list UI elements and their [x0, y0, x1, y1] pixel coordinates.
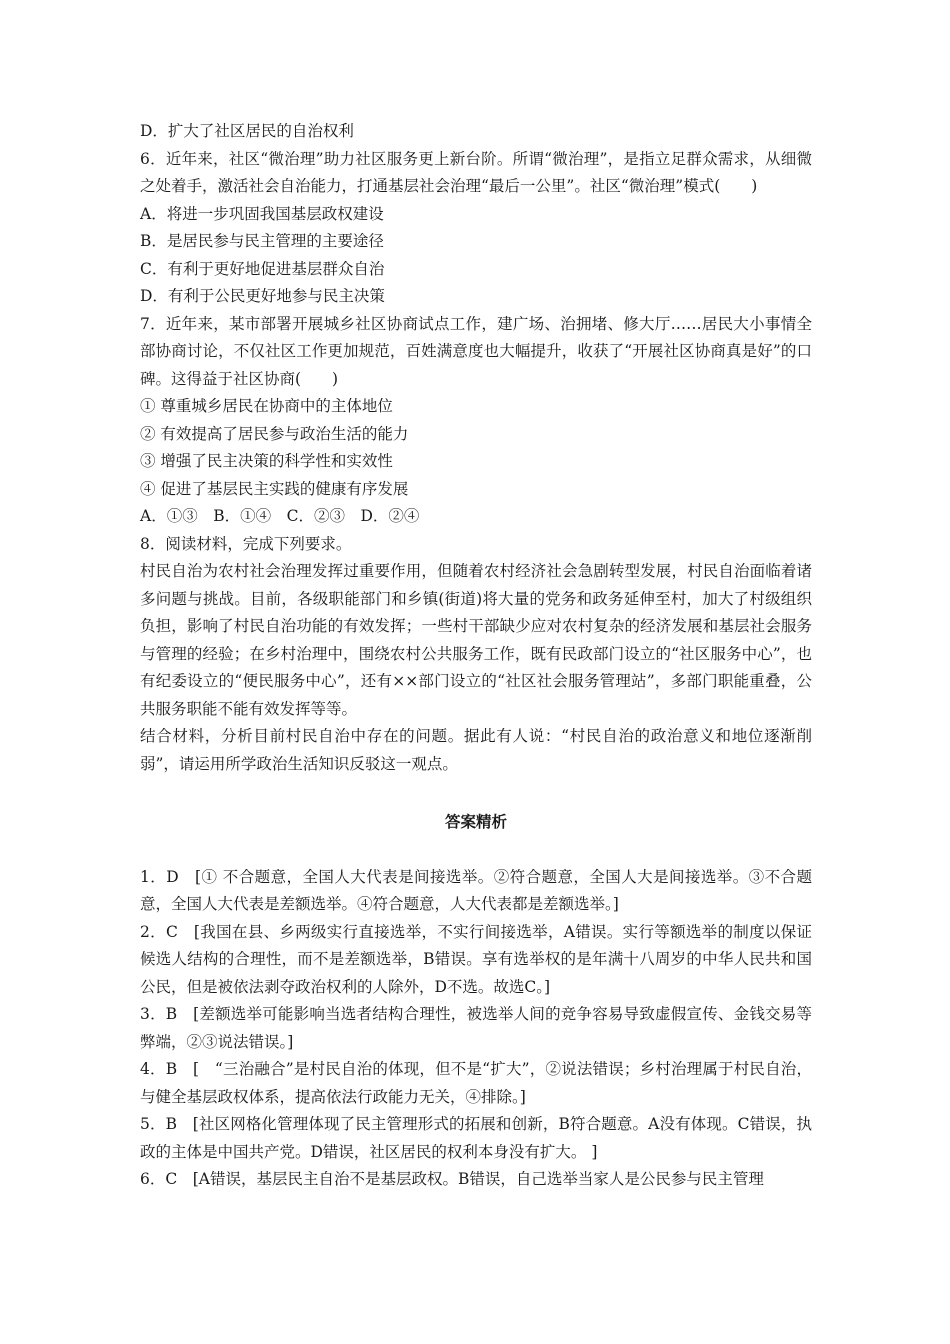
answer-line: 3．B [差额选举可能影响当选者结构合理性，被选举人间的竞争容易导致虚假宣传、金钱交易等弊端，②③说法错误。] — [140, 1005, 812, 1051]
question-line: A．①③ B．①④ C．②③ D．②④ — [140, 507, 420, 525]
question-line: 村民自治为农村社会治理发挥过重要作用，但随着农村经济社会急剧转型发展，村民自治面临着诸多问题与挑战。目前，各级职能部门和乡镇(街道)将大量的党务和政务延伸至村，加大了村级组织负担，影响了村民自治功能的有效发挥；一些村干部缺少应对农村复杂的经济发展和基层社会服务与管理的经验；在乡村治理中，围绕农村公共服务工作，既有民政部门设立的“社区服务中心”，也有纪委设立的“便民服务中心”，还有××部门设立的“社区社会服务管理站”，多部门职能重叠，公共服务职能不能有效发挥等等。 — [140, 562, 812, 718]
question-line: ① 尊重城乡居民在协商中的主体地位 — [140, 397, 393, 415]
document-page — [140, 118, 812, 1194]
answers-section — [140, 864, 812, 1194]
answer-line: 5．B [社区网格化管理体现了民主管理形式的拓展和创新，B符合题意。A没有体现。C错误，执政的主体是中国共产党。D错误，社区居民的权利本身没有扩大。 ] — [140, 1115, 812, 1161]
answer-line: 6．C [A错误，基层民主自治不是基层政权。B错误，自己选举当家人是公民参与民主管理 — [140, 1170, 764, 1188]
question-line: D．扩大了社区居民的自治权利 — [140, 122, 354, 140]
question-line: C．有利于更好地促进基层群众自治 — [140, 259, 385, 278]
questions-section — [140, 118, 812, 778]
answer-line: 4．B [ “三治融合”是村民自治的体现，但不是“扩大”，②说法错误；乡村治理属于村民自治，与健全基层政权体系，提高依法行政能力无关，④排除。] — [140, 1060, 812, 1106]
question-line: 6．近年来，社区“微治理”助力社区服务更上新台阶。所谓“微治理”，是指立足群众需求，从细微之处着手，激活社会自治能力，打通基层社会治理“最后一公里”。社区“微治理”模式( ) — [140, 149, 812, 195]
question-line: B．是居民参与民主管理的主要途径 — [140, 232, 384, 250]
question-line: 结合材料，分析目前村民自治中存在的问题。据此有人说：“村民自治的政治意义和地位逐渐削弱”，请运用所学政治生活知识反驳这一观点。 — [140, 727, 812, 773]
answer-line: 2．C [我国在县、乡两级实行直接选举，不实行间接选举，A错误。实行等额选举的制度以保证候选人结构的合理性，而不是差额选举，B错误。享有选举权的是年满十八周岁的中华人民共和国公民，但是被依法剥夺政治权利的人除外，D不选。故选C。] — [140, 922, 812, 996]
answers-heading: 答案精析 — [444, 812, 507, 831]
question-line: ④ 促进了基层民主实践的健康有序发展 — [140, 479, 409, 498]
question-line: 7．近年来，某市部署开展城乡社区协商试点工作，建广场、治拥堵、修大厅……居民大小事情全部协商讨论，不仅社区工作更加规范，百姓满意度也大幅提升，收获了“开展社区协商真是好”的口碑。这得益于社区协商( ) — [140, 314, 812, 388]
question-line: ② 有效提高了居民参与政治生活的能力 — [140, 424, 409, 443]
question-line: D．有利于公民更好地参与民主决策 — [140, 287, 385, 305]
answer-line: 1．D [① 不合题意，全国人大代表是间接选举。②符合题意，全国人大是间接选举。③不合题意，全国人大代表是差额选举。④符合题意，人大代表都是差额选举。] — [140, 867, 812, 913]
question-line: A．将进一步巩固我国基层政权建设 — [140, 204, 384, 223]
question-line: 8．阅读材料，完成下列要求。 — [140, 534, 352, 553]
question-line: ③ 增强了民主决策的科学性和实效性 — [140, 452, 393, 470]
